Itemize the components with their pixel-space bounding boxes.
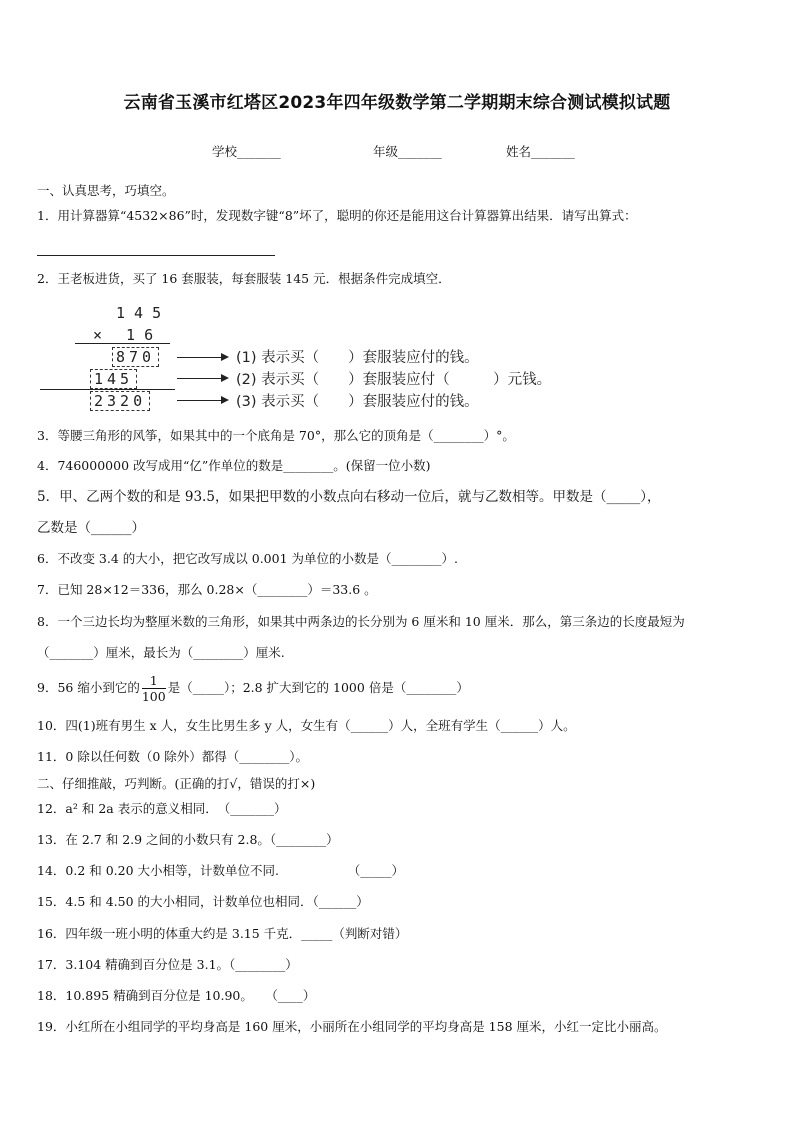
grade-field: 年级_______ — [373, 144, 442, 159]
question-14: 14．0.2 和 0.20 大小相等，计数单位不同. （_____） — [37, 863, 405, 878]
question-4: 4．746000000 改写成用“亿”作单位的数是________。(保留一位小数) — [37, 458, 431, 473]
question-9-post: 是（_____）；2.8 扩大到它的 1000 倍是（________） — [167, 680, 469, 695]
question-2: 2．王老板进货，买了 16 套服装，每套服装 145 元．根据条件完成填空． — [37, 271, 451, 286]
fraction-numerator: 1 — [142, 673, 166, 689]
arrow-icon — [177, 378, 227, 379]
question-3: 3．等腰三角形的风筝，如果其中的一个底角是 70°，那么它的顶角是（________）°。 — [37, 428, 515, 443]
school-field: 学校_______ — [212, 144, 281, 159]
question-6: 6．不改变 3.4 的大小，把它改写成以 0.001 为单位的小数是（________）. — [37, 551, 458, 566]
section-2-heading: 二、仔细推敲，巧判断。(正确的打√，错误的打×) — [37, 776, 316, 791]
calc-label-1: (1) 表示买（ ）套服装应付的钱。 — [236, 350, 479, 366]
calc-label-2: (2) 表示买（ ）套服装应付（ ）元钱。 — [236, 372, 552, 388]
question-15: 15．4.5 和 4.50 的大小相同，计数单位也相同．（______） — [37, 894, 369, 909]
question-17: 17．3.104 精确到百分位是 3.1。（________） — [37, 957, 298, 972]
calc-rule-2 — [40, 389, 175, 390]
fraction — [142, 673, 166, 704]
question-8-cont: （_______）厘米，最长为（________）厘米. — [37, 645, 285, 660]
question-1: 1．用计算器算“4532×86”时，发现数字键“8”坏了，聪明的你还是能用这台计算器算出结果．请写出算式： — [37, 208, 637, 223]
question-7: 7．已知 28×12＝336，那么 0.28×（________）＝33.6 。 — [37, 582, 377, 597]
question-16: 16．四年级一班小明的体重大约是 3.15 千克．_____（判断对错） — [37, 926, 408, 941]
question-11: 11．0 除以任何数（0 除外）都得（________）。 — [37, 749, 309, 764]
name-field: 姓名_______ — [506, 144, 575, 159]
answer-line — [37, 255, 275, 256]
multiplicand: 1 4 5 — [116, 304, 162, 322]
partial-product-2: 145 — [90, 369, 137, 389]
question-9 — [37, 673, 469, 704]
arrow-icon — [177, 357, 227, 358]
fraction-denominator: 100 — [141, 689, 166, 704]
calc-label-3: (3) 表示买（ ）套服装应付的钱。 — [236, 394, 479, 410]
question-13: 13．在 2.7 和 2.9 之间的小数只有 2.8。（________） — [37, 832, 339, 847]
question-19: 19．小红所在小组同学的平均身高是 160 厘米，小丽所在小组同学的平均身高是 158 厘米，小红一定比小丽高。 — [37, 1019, 667, 1034]
section-1-heading: 一、认真思考，巧填空。 — [37, 183, 175, 198]
multiplier: × 1 6 — [93, 326, 154, 344]
question-12: 12．a² 和 2a 表示的意义相同． （_______） — [37, 801, 287, 816]
question-8: 8．一个三边长均为整厘米数的三角形，如果其中两条边的长分别为 6 厘米和 10 厘米．那么，第三条边的长度最短为 — [37, 614, 685, 629]
question-10: 10．四(1)班有男生 x 人，女生比男生多 y 人，女生有（______）人，全班有学生（______）人。 — [37, 718, 576, 733]
page-title: 云南省玉溪市红塔区2023年四年级数学第二学期期末综合测试模拟试题 — [123, 93, 671, 113]
question-18: 18．10.895 精确到百分位是 10.90。 （____） — [37, 988, 316, 1003]
question-9-pre: 9．56 缩小到它的 — [37, 680, 140, 695]
calc-rule-1 — [75, 343, 170, 344]
final-product: 2320 — [90, 391, 150, 411]
question-5-cont: 乙数是（______） — [37, 520, 145, 536]
question-5: 5．甲、乙两个数的和是 93.5，如果把甲数的小数点向右移动一位后，就与乙数相等。甲数是（_____）， — [37, 489, 661, 505]
arrow-icon — [177, 400, 227, 401]
partial-product-1: 870 — [112, 347, 159, 367]
